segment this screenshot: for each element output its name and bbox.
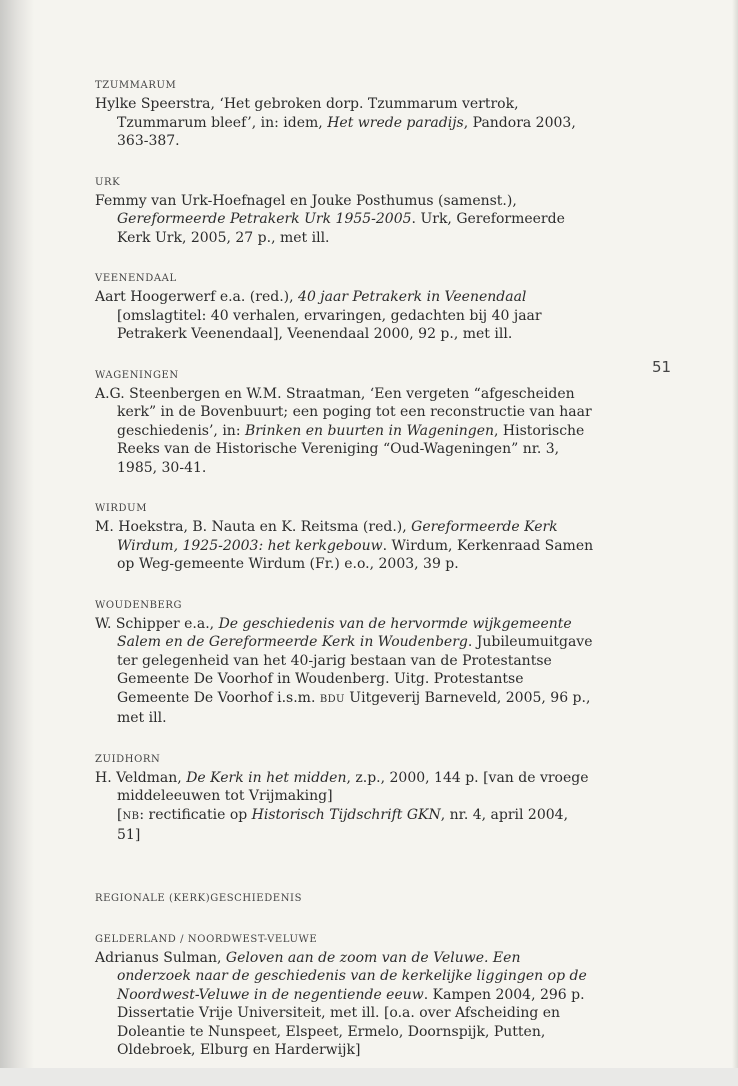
section-wirdum — [95, 503, 595, 574]
binding-shadow — [0, 0, 34, 1068]
section-woudenberg — [95, 600, 595, 728]
page-number: 51 — [652, 358, 672, 376]
section-heading: WIRDUM — [95, 503, 148, 514]
section-heading: ZUIDHORN — [95, 753, 161, 765]
regional-history-heading: REGIONALE (KERK)GESCHIEDENIS — [95, 892, 303, 904]
section-heading: WOUDENBERG — [95, 599, 183, 611]
section-veenendaal — [95, 273, 595, 344]
bibliography-content — [95, 80, 595, 1086]
section-heading: TZUMMARUM — [95, 80, 177, 91]
bibliography-entry: Femmy van Urk-Hoefnagel en Jouke Posthumus (samenst.), Gereformeerde Petrakerk Urk 1955-2005. Urk, Gereformeerde Kerk Urk, 2005, 27 p., met ill. — [95, 192, 565, 246]
section-tzummarum — [95, 80, 595, 151]
bibliography-entry: W. Schipper e.a., De geschiedenis van de hervormde wijkgemeente Salem en de Gereformeerde Kerk in Woudenberg. Jubileumuitgave ter gelegenheid van het 40-jarig bestaan van de Protestantse Gemeente De Voorhof in Woudenberg. Uitg. Protestantse Gemeente De Voorhof i.s.m. BDU Uitgeverij Barneveld, 2005, 96 p., met ill. — [95, 615, 593, 726]
spacer — [95, 871, 595, 893]
bibliography-entry: Hylke Speerstra, ‘Het gebroken dorp. Tzummarum vertrok, Tzummarum bleef’, in: idem, Het wrede paradijs, Pandora 2003, 363-387. — [95, 96, 576, 149]
bibliography-entry: H. Veldman, De Kerk in het midden, z.p., 2000, 144 p. [van de vroege middeleeuwen tot Vrijmaking] — [95, 769, 589, 804]
section-heading: WAGENINGEN — [95, 369, 179, 381]
section-gelderland — [95, 934, 595, 1060]
section-zuidhorn — [95, 754, 595, 845]
section-wageningen — [95, 370, 595, 478]
section-heading: URK — [95, 176, 121, 188]
bibliography-entry: A.G. Steenbergen en W.M. Straatman, ‘Een vergeten “afgescheiden kerk” in de Bovenbuurt; een poging tot een reconstructie van haar geschiedenis’, in: Brinken en buurten in Wageningen, Historische Reeks van de Historische Vereniging “Oud-Wageningen” nr. 3, 1985, 30-41. — [95, 385, 592, 476]
page-edge — [732, 0, 738, 1068]
bibliography-entry: Aart Hoogerwerf e.a. (red.), 40 jaar Petrakerk in Veenendaal [omslagtitel: 40 verhalen, ervaringen, gedachten bij 40 jaar Petrakerk Veenendaal], Veenendaal 2000, 92 p., met ill. — [95, 289, 542, 342]
section-heading: VEENENDAAL — [95, 273, 177, 284]
bibliography-entry: Adrianus Sulman, Geloven aan de zoom van de Veluwe. Een onderzoek naar de geschiedenis van de kerkelijke liggingen op de Noordwest-Veluwe in de negentiende eeuw. Kampen 2004, 296 p. Dissertatie Vrije Universiteit, met ill. [o.a. over Afscheiding en Doleantie te Nunspeet, Elspeet, Ermelo, Doornspijk, Putten, Oldebroek, Elburg en Harderwijk] — [95, 949, 587, 1058]
section-urk — [95, 177, 595, 248]
bibliography-entry: M. Hoekstra, B. Nauta en K. Reitsma (red.), Gereformeerde Kerk Wirdum, 1925-2003: het kerkgebouw. Wirdum, Kerkenraad Samen op Weg-gemeente Wirdum (Fr.) e.o., 2003, 39 p. — [95, 519, 594, 572]
section-heading: GELDERLAND / NOORDWEST-VELUWE — [95, 933, 318, 945]
rectification-note: [NB: rectificatie op Historisch Tijdschrift GKN, nr. 4, april 2004, 51] — [117, 806, 569, 843]
